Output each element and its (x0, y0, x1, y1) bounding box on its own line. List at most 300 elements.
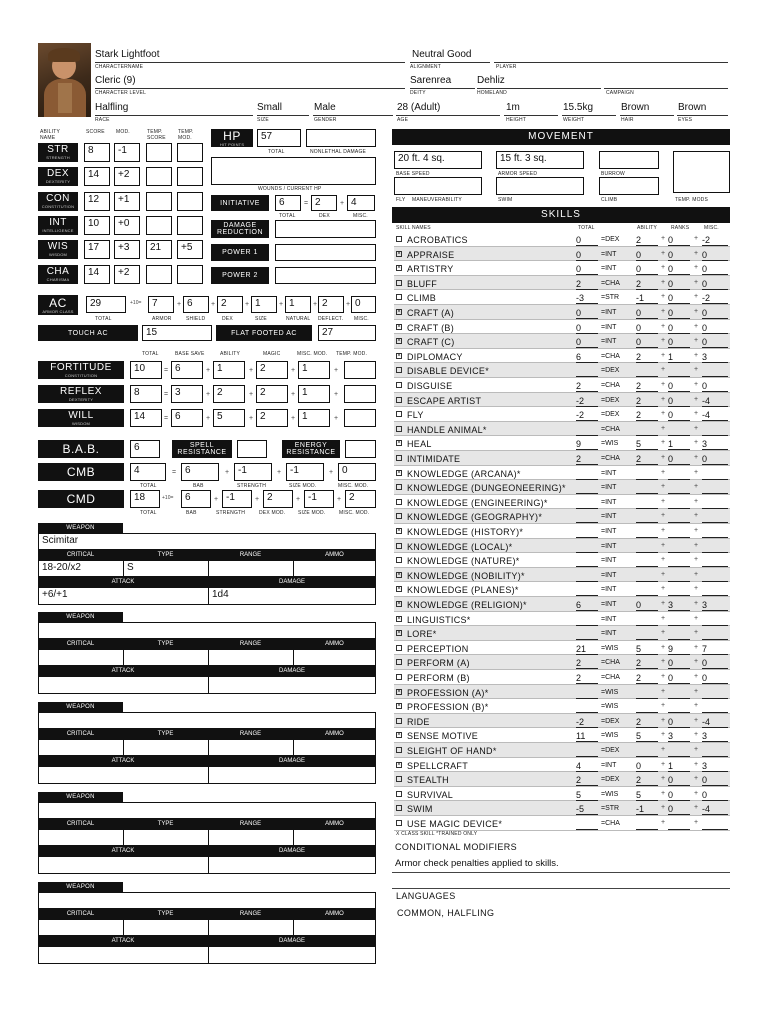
cmb-bab[interactable]: 6 (181, 463, 219, 481)
skill-misc[interactable] (702, 702, 728, 713)
power-2-field[interactable] (275, 267, 376, 284)
skill-misc[interactable] (702, 527, 728, 538)
skill-ability-mod[interactable] (636, 746, 658, 757)
class-skill-checkbox[interactable] (396, 557, 402, 563)
reflex-total[interactable]: 8 (130, 385, 162, 403)
skill-total[interactable]: 4 (576, 761, 598, 772)
class-skill-checkbox[interactable]: × (397, 469, 401, 476)
reflex-temp[interactable] (344, 385, 376, 403)
fortitude-ability[interactable]: 1 (213, 361, 245, 379)
skill-total[interactable]: 6 (576, 352, 598, 363)
skill-misc[interactable] (702, 483, 728, 494)
ammo-field[interactable] (293, 649, 376, 666)
class-skill-checkbox[interactable] (396, 820, 402, 826)
attack-field[interactable] (38, 766, 209, 784)
cmd-total[interactable]: 18 (130, 490, 160, 508)
will-total[interactable]: 14 (130, 409, 162, 427)
skill-ranks[interactable] (668, 425, 690, 436)
skill-total[interactable] (576, 629, 598, 640)
class-skill-checkbox[interactable] (396, 747, 402, 753)
skill-misc[interactable]: 3 (702, 731, 728, 742)
fortitude-total[interactable]: 10 (130, 361, 162, 379)
touch-ac-value[interactable]: 15 (142, 325, 212, 341)
climb-field[interactable] (599, 177, 659, 195)
cha-temp-mod[interactable] (177, 265, 203, 284)
skill-ability-mod[interactable] (636, 498, 658, 509)
skill-ranks[interactable] (668, 615, 690, 626)
skill-ranks[interactable] (668, 819, 690, 830)
skill-misc[interactable]: 0 (702, 323, 728, 334)
reflex-ability[interactable]: 2 (213, 385, 245, 403)
cha-mod[interactable]: +2 (114, 265, 140, 284)
class-skill-checkbox[interactable] (396, 674, 402, 680)
spell-resistance-value[interactable] (237, 440, 267, 458)
skill-ability-mod[interactable]: 2 (636, 235, 658, 246)
skill-ability-mod[interactable]: 5 (636, 439, 658, 450)
skill-ability-mod[interactable]: -1 (636, 804, 658, 815)
burrow-field[interactable] (599, 151, 659, 169)
skill-ability-mod[interactable]: 0 (636, 761, 658, 772)
damage-field[interactable] (208, 946, 376, 964)
skill-ability-mod[interactable] (636, 512, 658, 523)
skill-misc[interactable]: 0 (702, 279, 728, 290)
ac-misc[interactable]: 0 (351, 296, 376, 313)
swim-field[interactable] (496, 177, 584, 195)
attack-field[interactable] (38, 856, 209, 874)
class-skill-checkbox[interactable] (396, 382, 402, 388)
skill-misc[interactable] (702, 542, 728, 553)
type-field[interactable] (123, 829, 209, 846)
skill-ranks[interactable]: 0 (668, 308, 690, 319)
skill-ranks[interactable] (668, 629, 690, 640)
skill-ranks[interactable]: 1 (668, 352, 690, 363)
int-temp-score[interactable] (146, 216, 172, 235)
skill-ranks[interactable]: 0 (668, 293, 690, 304)
skill-ability-mod[interactable]: 0 (636, 264, 658, 275)
skill-misc[interactable]: -2 (702, 293, 728, 304)
skill-ranks[interactable] (668, 483, 690, 494)
class-skill-checkbox[interactable]: × (397, 586, 401, 593)
will-temp[interactable] (344, 409, 376, 427)
skill-total[interactable] (576, 512, 598, 523)
wis-temp-mod[interactable]: +5 (177, 240, 203, 259)
skill-ability-mod[interactable] (636, 702, 658, 713)
initiative-dex[interactable]: 2 (311, 195, 337, 211)
wis-temp-score[interactable]: 21 (146, 240, 172, 259)
skill-misc[interactable] (702, 629, 728, 640)
ac-deflect[interactable]: 2 (318, 296, 344, 313)
skill-total[interactable]: 6 (576, 600, 598, 611)
will-magic[interactable]: 2 (256, 409, 288, 427)
class-skill-checkbox[interactable] (396, 645, 402, 651)
ac-dex[interactable]: 2 (217, 296, 243, 313)
skill-misc[interactable] (702, 688, 728, 699)
cmd-bab[interactable]: 6 (181, 490, 211, 508)
fly-field[interactable] (394, 177, 482, 195)
skill-ranks[interactable] (668, 469, 690, 480)
damage-reduction-field[interactable] (275, 220, 376, 238)
skill-total[interactable]: 2 (576, 658, 598, 669)
class-skill-checkbox[interactable] (396, 236, 402, 242)
initiative-total[interactable]: 6 (275, 195, 301, 211)
skill-total[interactable] (576, 527, 598, 538)
initiative-misc[interactable]: 4 (347, 195, 375, 211)
class-skill-checkbox[interactable] (396, 543, 402, 549)
skill-misc[interactable] (702, 425, 728, 436)
damage-field[interactable] (208, 766, 376, 784)
skill-misc[interactable] (702, 571, 728, 582)
skill-misc[interactable]: 0 (702, 308, 728, 319)
skill-ranks[interactable]: 0 (668, 396, 690, 407)
class-skill-checkbox[interactable]: × (397, 630, 401, 637)
skill-misc[interactable] (702, 819, 728, 830)
skill-ranks[interactable] (668, 556, 690, 567)
class-skill-checkbox[interactable] (396, 776, 402, 782)
skill-total[interactable] (576, 585, 598, 596)
skill-misc[interactable] (702, 615, 728, 626)
skill-ability-mod[interactable]: 2 (636, 279, 658, 290)
skill-ranks[interactable]: 0 (668, 381, 690, 392)
skill-ability-mod[interactable]: 0 (636, 337, 658, 348)
fortitude-magic[interactable]: 2 (256, 361, 288, 379)
skill-total[interactable]: -2 (576, 717, 598, 728)
skill-total[interactable]: -5 (576, 804, 598, 815)
skill-total[interactable]: 5 (576, 790, 598, 801)
skill-total[interactable] (576, 483, 598, 494)
skill-misc[interactable]: -4 (702, 717, 728, 728)
skill-total[interactable] (576, 366, 598, 377)
int-mod[interactable]: +0 (114, 216, 140, 235)
class-skill-checkbox[interactable] (396, 397, 402, 403)
class-skill-checkbox[interactable] (396, 659, 402, 665)
weapon-name-field[interactable]: Scimitar (38, 533, 376, 550)
ac-natural[interactable]: 1 (285, 296, 311, 313)
ac-shield[interactable]: 6 (183, 296, 209, 313)
range-field[interactable] (208, 560, 294, 577)
skill-ranks[interactable]: 1 (668, 439, 690, 450)
skill-misc[interactable]: 0 (702, 775, 728, 786)
power-1-field[interactable] (275, 244, 376, 261)
cha-score[interactable]: 14 (84, 265, 110, 284)
class-skill-checkbox[interactable]: × (397, 571, 401, 578)
ac-size[interactable]: 1 (251, 296, 277, 313)
skill-total[interactable]: -3 (576, 293, 598, 304)
skill-ranks[interactable]: 9 (668, 644, 690, 655)
dex-score[interactable]: 14 (84, 167, 110, 186)
skill-ability-mod[interactable]: 2 (636, 673, 658, 684)
int-temp-mod[interactable] (177, 216, 203, 235)
skill-ability-mod[interactable] (636, 542, 658, 553)
skill-ranks[interactable]: 0 (668, 804, 690, 815)
skill-ranks[interactable]: 0 (668, 717, 690, 728)
skill-ranks[interactable]: 3 (668, 600, 690, 611)
armor-speed-field[interactable]: 15 ft. 3 sq. (496, 151, 584, 169)
skill-misc[interactable]: -4 (702, 396, 728, 407)
class-skill-checkbox[interactable] (396, 411, 402, 417)
skill-ranks[interactable]: 0 (668, 790, 690, 801)
range-field[interactable] (208, 919, 294, 936)
class-skill-checkbox[interactable]: × (397, 601, 401, 607)
critical-field[interactable] (38, 739, 124, 756)
skill-ranks[interactable]: 0 (668, 454, 690, 465)
skill-ability-mod[interactable]: 2 (636, 396, 658, 407)
skill-ability-mod[interactable] (636, 571, 658, 582)
cmb-strength[interactable]: -1 (234, 463, 272, 481)
skill-misc[interactable]: 3 (702, 439, 728, 450)
skill-ranks[interactable]: 0 (668, 235, 690, 246)
skill-ability-mod[interactable]: 0 (636, 600, 658, 611)
ammo-field[interactable] (293, 739, 376, 756)
weapon-name-field[interactable] (38, 622, 376, 639)
damage-field[interactable] (208, 856, 376, 874)
skill-misc[interactable]: -4 (702, 410, 728, 421)
skill-total[interactable]: 2 (576, 454, 598, 465)
hp-wounds-field[interactable] (211, 157, 376, 185)
skill-ranks[interactable] (668, 527, 690, 538)
class-skill-checkbox[interactable] (396, 426, 402, 432)
class-skill-checkbox[interactable]: × (397, 352, 401, 359)
skill-misc[interactable]: 0 (702, 673, 728, 684)
class-skill-checkbox[interactable] (396, 455, 402, 461)
skill-total[interactable]: 0 (576, 308, 598, 319)
fortitude-misc[interactable]: 1 (298, 361, 330, 379)
range-field[interactable] (208, 829, 294, 846)
con-temp-mod[interactable] (177, 192, 203, 211)
str-mod[interactable]: -1 (114, 143, 140, 162)
skill-misc[interactable] (702, 746, 728, 757)
cmb-total[interactable]: 4 (130, 463, 166, 481)
cmb-misc[interactable]: 0 (338, 463, 376, 481)
skill-ability-mod[interactable] (636, 527, 658, 538)
skill-ability-mod[interactable]: 2 (636, 658, 658, 669)
skill-total[interactable]: 0 (576, 337, 598, 348)
cmd-dex[interactable]: 2 (263, 490, 293, 508)
skill-ability-mod[interactable]: 2 (636, 352, 658, 363)
skill-ability-mod[interactable] (636, 819, 658, 830)
skill-ability-mod[interactable]: 5 (636, 731, 658, 742)
skill-total[interactable] (576, 615, 598, 626)
skill-misc[interactable]: 7 (702, 644, 728, 655)
ac-total[interactable]: 29 (86, 296, 126, 313)
reflex-magic[interactable]: 2 (256, 385, 288, 403)
attack-field[interactable] (38, 676, 209, 694)
class-skill-checkbox[interactable] (396, 294, 402, 300)
skill-ability-mod[interactable]: 2 (636, 454, 658, 465)
skill-total[interactable] (576, 469, 598, 480)
skill-misc[interactable] (702, 585, 728, 596)
skill-total[interactable] (576, 819, 598, 830)
skill-total[interactable] (576, 746, 598, 757)
will-misc[interactable]: 1 (298, 409, 330, 427)
bab-value[interactable]: 6 (130, 440, 160, 458)
skill-ability-mod[interactable] (636, 585, 658, 596)
skill-total[interactable]: 2 (576, 775, 598, 786)
skill-ranks[interactable]: 0 (668, 673, 690, 684)
skill-total[interactable] (576, 542, 598, 553)
skill-ranks[interactable] (668, 571, 690, 582)
skill-total[interactable] (576, 498, 598, 509)
will-ability[interactable]: 5 (213, 409, 245, 427)
skill-misc[interactable]: 0 (702, 264, 728, 275)
skill-ability-mod[interactable] (636, 688, 658, 699)
skill-ranks[interactable] (668, 366, 690, 377)
cmb-size[interactable]: -1 (286, 463, 324, 481)
skill-misc[interactable]: 3 (702, 600, 728, 611)
type-field[interactable] (123, 649, 209, 666)
skill-total[interactable]: 0 (576, 250, 598, 261)
skill-ability-mod[interactable] (636, 366, 658, 377)
damage-field[interactable]: 1d4 (208, 587, 376, 605)
skill-ranks[interactable] (668, 585, 690, 596)
skill-misc[interactable]: 0 (702, 381, 728, 392)
class-skill-checkbox[interactable]: × (397, 250, 401, 257)
range-field[interactable] (208, 649, 294, 666)
class-skill-checkbox[interactable]: × (397, 338, 401, 345)
skill-misc[interactable]: -2 (702, 235, 728, 246)
skill-ranks[interactable] (668, 702, 690, 713)
skill-total[interactable]: -2 (576, 410, 598, 421)
skill-misc[interactable] (702, 366, 728, 377)
type-field[interactable] (123, 739, 209, 756)
dex-temp-mod[interactable] (177, 167, 203, 186)
skill-ranks[interactable]: 0 (668, 323, 690, 334)
reflex-misc[interactable]: 1 (298, 385, 330, 403)
skill-ranks[interactable] (668, 746, 690, 757)
attack-field[interactable]: +6/+1 (38, 587, 209, 605)
skill-total[interactable] (576, 688, 598, 699)
fortitude-temp[interactable] (344, 361, 376, 379)
skill-ranks[interactable] (668, 542, 690, 553)
will-base[interactable]: 6 (171, 409, 203, 427)
class-skill-checkbox[interactable]: × (397, 688, 401, 695)
reflex-base[interactable]: 3 (171, 385, 203, 403)
skill-total[interactable]: 21 (576, 644, 598, 655)
skill-ability-mod[interactable]: 2 (636, 410, 658, 421)
skill-ranks[interactable]: 0 (668, 250, 690, 261)
skill-misc[interactable] (702, 498, 728, 509)
skill-ability-mod[interactable]: 5 (636, 644, 658, 655)
class-skill-checkbox[interactable] (396, 280, 402, 286)
flat-footed-ac-value[interactable]: 27 (318, 325, 376, 341)
skill-total[interactable] (576, 702, 598, 713)
wis-score[interactable]: 17 (84, 240, 110, 259)
skill-misc[interactable]: 3 (702, 352, 728, 363)
class-skill-checkbox[interactable]: × (397, 732, 401, 739)
skill-total[interactable]: 0 (576, 235, 598, 246)
critical-field[interactable] (38, 829, 124, 846)
skill-total[interactable]: 2 (576, 673, 598, 684)
ammo-field[interactable] (293, 919, 376, 936)
critical-field[interactable] (38, 649, 124, 666)
skill-ability-mod[interactable]: 2 (636, 717, 658, 728)
critical-field[interactable]: 18-20/x2 (38, 560, 124, 577)
skill-ranks[interactable]: 0 (668, 279, 690, 290)
weapon-name-field[interactable] (38, 892, 376, 909)
class-skill-checkbox[interactable] (396, 367, 402, 373)
cha-temp-score[interactable] (146, 265, 172, 284)
skill-ability-mod[interactable] (636, 483, 658, 494)
skill-misc[interactable]: -4 (702, 804, 728, 815)
skill-misc[interactable]: 0 (702, 790, 728, 801)
type-field[interactable] (123, 919, 209, 936)
skill-ability-mod[interactable]: 0 (636, 323, 658, 334)
class-skill-checkbox[interactable]: × (397, 309, 401, 315)
ammo-field[interactable] (293, 829, 376, 846)
skill-ranks[interactable]: 1 (668, 761, 690, 772)
weapon-name-field[interactable] (38, 712, 376, 729)
class-skill-checkbox[interactable]: × (397, 615, 401, 622)
skill-total[interactable]: 0 (576, 323, 598, 334)
skill-total[interactable]: 2 (576, 381, 598, 392)
temp-mods-field[interactable] (673, 151, 730, 193)
skill-total[interactable]: 11 (576, 731, 598, 742)
skill-ability-mod[interactable] (636, 615, 658, 626)
skill-ranks[interactable] (668, 512, 690, 523)
int-score[interactable]: 10 (84, 216, 110, 235)
critical-field[interactable] (38, 919, 124, 936)
base-speed-field[interactable]: 20 ft. 4 sq. (394, 151, 482, 169)
attack-field[interactable] (38, 946, 209, 964)
skill-misc[interactable]: 0 (702, 250, 728, 261)
cmd-strength[interactable]: -1 (222, 490, 252, 508)
skill-misc[interactable]: 3 (702, 761, 728, 772)
hp-nonlethal[interactable] (306, 129, 376, 147)
skill-total[interactable]: 2 (576, 279, 598, 290)
skill-ranks[interactable]: 0 (668, 775, 690, 786)
con-temp-score[interactable] (146, 192, 172, 211)
weapon-name-field[interactable] (38, 802, 376, 819)
skill-ranks[interactable] (668, 688, 690, 699)
class-skill-checkbox[interactable]: × (397, 703, 401, 710)
skill-ability-mod[interactable]: 2 (636, 381, 658, 392)
skill-misc[interactable]: 0 (702, 337, 728, 348)
damage-field[interactable] (208, 676, 376, 694)
skill-ranks[interactable]: 0 (668, 264, 690, 275)
skill-ability-mod[interactable] (636, 556, 658, 567)
skill-misc[interactable]: 0 (702, 454, 728, 465)
class-skill-checkbox[interactable] (396, 791, 402, 797)
dex-mod[interactable]: +2 (114, 167, 140, 186)
cmd-size[interactable]: -1 (304, 490, 334, 508)
skill-ranks[interactable]: 3 (668, 731, 690, 742)
class-skill-checkbox[interactable] (396, 718, 402, 724)
class-skill-checkbox[interactable]: × (397, 528, 401, 534)
skill-total[interactable] (576, 425, 598, 436)
type-field[interactable]: S (123, 560, 209, 577)
con-mod[interactable]: +1 (114, 192, 140, 211)
skill-ranks[interactable]: 0 (668, 658, 690, 669)
skill-ability-mod[interactable]: -1 (636, 293, 658, 304)
skill-ability-mod[interactable]: 2 (636, 775, 658, 786)
class-skill-checkbox[interactable]: × (397, 323, 401, 330)
skill-misc[interactable]: 0 (702, 658, 728, 669)
skill-total[interactable]: 9 (576, 439, 598, 450)
ammo-field[interactable] (293, 560, 376, 577)
dex-temp-score[interactable] (146, 167, 172, 186)
skill-total[interactable]: -2 (576, 396, 598, 407)
wis-mod[interactable]: +3 (114, 240, 140, 259)
energy-resistance-value[interactable] (345, 440, 376, 458)
ac-armor[interactable]: 7 (148, 296, 174, 313)
skill-misc[interactable] (702, 512, 728, 523)
hp-total[interactable]: 57 (257, 129, 301, 147)
class-skill-checkbox[interactable] (396, 513, 402, 519)
fortitude-base[interactable]: 6 (171, 361, 203, 379)
skill-misc[interactable] (702, 556, 728, 567)
skill-ranks[interactable]: 0 (668, 337, 690, 348)
class-skill-checkbox[interactable]: × (397, 440, 401, 447)
class-skill-checkbox[interactable] (396, 499, 402, 505)
